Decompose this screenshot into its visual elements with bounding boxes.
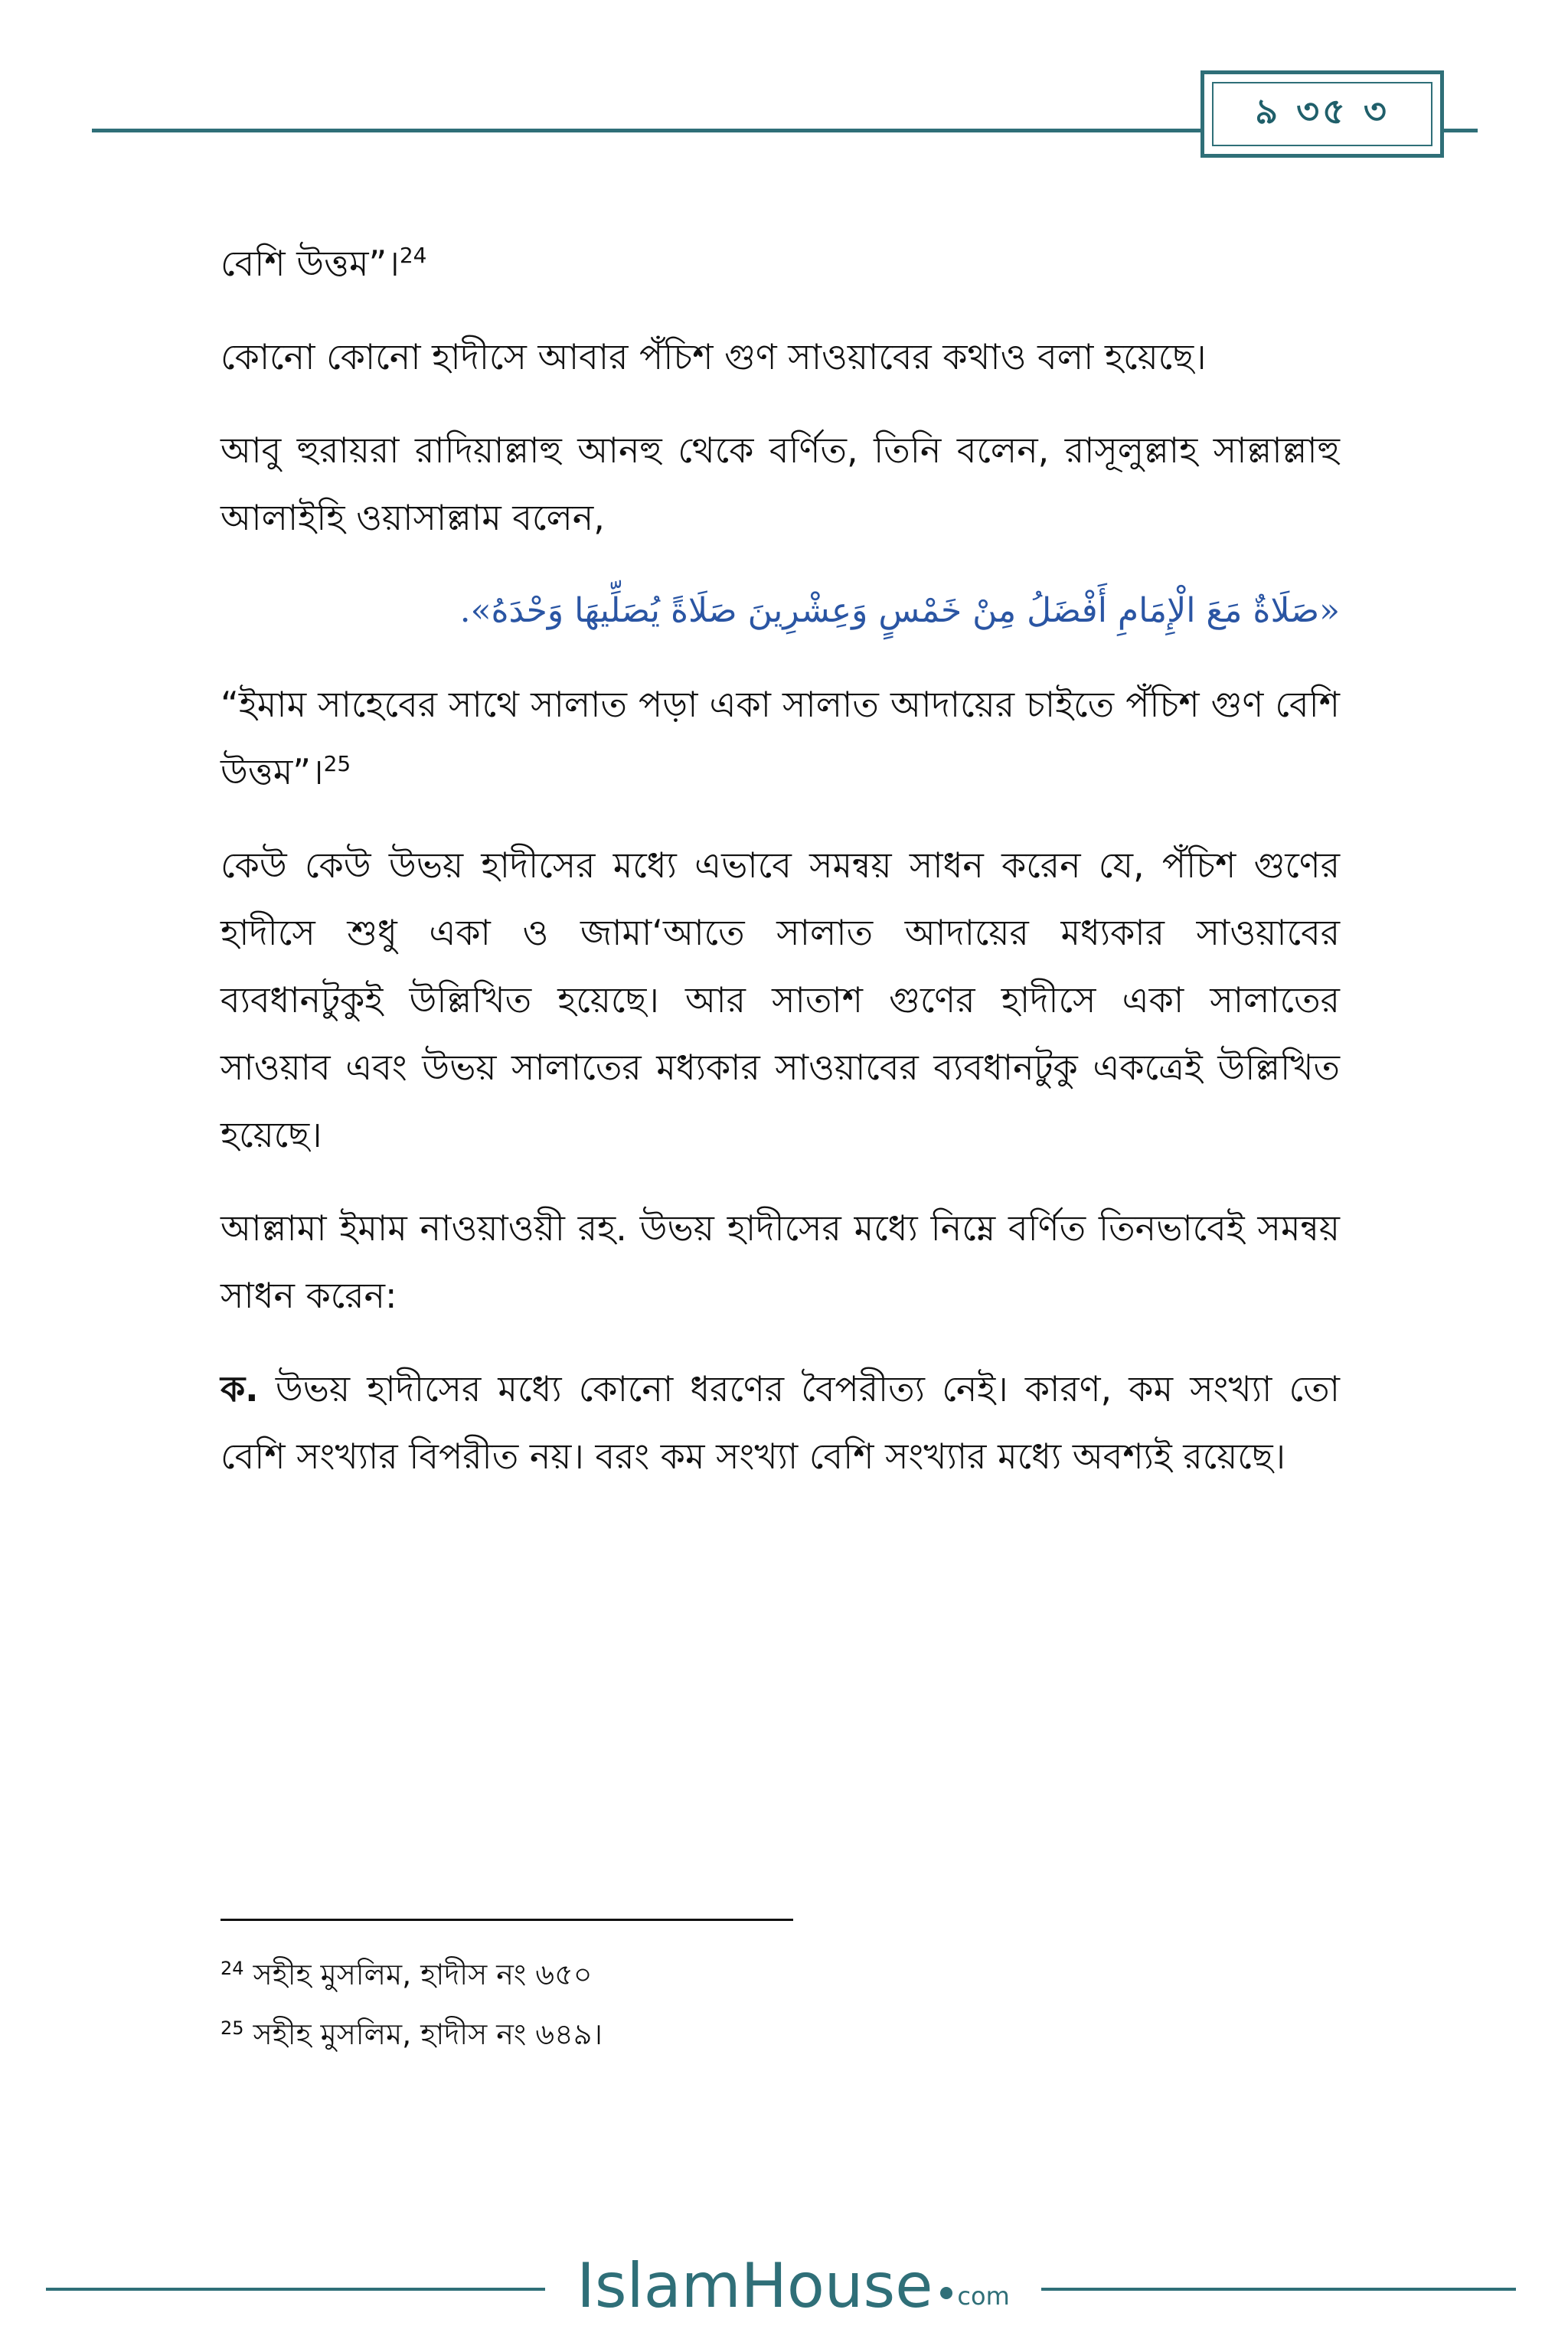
footnote-25	[220, 2004, 1292, 2064]
paragraph-2: কোনো কোনো হাদীসে আবার পঁচিশ গুণ সাওয়াবের কথাও বলা হয়েছে।	[220, 336, 1207, 377]
footer-rule-right	[1041, 2288, 1516, 2291]
footnotes	[220, 1945, 1292, 2064]
paragraph-4-text: “ইমাম সাহেবের সাথে সালাত পড়া একা সালাত আদায়ের চাইতে পঁচিশ গুণ বেশি উত্তম”।	[220, 684, 1340, 792]
paragraph-1	[220, 230, 1340, 297]
footer-rule-left	[46, 2288, 545, 2291]
footnote-text: সহীহ মুসলিম, হাদীস নং ৬৪৯।	[243, 2017, 603, 2051]
footnote-24	[220, 1945, 1292, 2004]
footnote-separator	[220, 1919, 793, 1921]
islamhouse-logo[interactable]	[545, 2243, 1041, 2328]
paragraph-7	[220, 1355, 1340, 1490]
page-body	[220, 230, 1340, 1516]
paragraph-3: আবু হুরায়রা রাদিয়াল্লাহু আনহু থেকে বর্ণিত, তিনি বলেন, রাসূলুল্লাহ সাল্লাল্লাহু আলাইহি ওয়াসাল্লাম বলেন,	[220, 430, 1340, 538]
paragraph-4	[220, 671, 1340, 805]
paragraph-1-text: বেশি উত্তম”।	[220, 243, 400, 284]
paragraph-7-text: উভয় হাদীসের মধ্যে কোনো ধরণের বৈপরীত্য নেই। কারণ, কম সংখ্যা তো বেশি সংখ্যার বিপরীত নয়। বরং কম সংখ্যা বেশি সংখ্যার মধ্যে অবশ্যই রয়েছে।	[220, 1368, 1340, 1477]
footnote-number: 24	[220, 1958, 244, 1979]
footnote-text: সহীহ মুসলিম, হাদীস নং ৬৫০	[243, 1958, 593, 1991]
paragraph-5: কেউ কেউ উভয় হাদীসের মধ্যে এভাবে সমন্বয় সাধন করেন যে, পঁচিশ গুণের হাদীসে শুধু একা ও জামা‘আতে সালাত আদায়ের মধ্যকার সাওয়াবের ব্যবধানটুকুই উল্লিখিত হয়েছে। আর সাতাশ গুণের হাদীসে একা সালাতের সাওয়াব এবং উভয় সালাতের মধ্যকার সাওয়াবের ব্যবধানটুকু একত্রেই উল্লিখিত হয়েছে।	[220, 844, 1340, 1155]
list-marker-ka: ক.	[220, 1368, 259, 1410]
paragraph-6: আল্লামা ইমাম নাওয়াওয়ী রহ. উভয় হাদীসের মধ্যে নিম্নে বর্ণিত তিনভাবেই সমন্বয় সাধন করেন:	[220, 1207, 1340, 1316]
footnote-ref-24[interactable]: 24	[399, 243, 427, 268]
logo-dot-icon	[940, 2287, 952, 2299]
logo-domain-suffix: com	[957, 2282, 1010, 2311]
footnote-number: 25	[220, 2017, 244, 2039]
page-number-badge	[1200, 70, 1444, 158]
footnote-ref-25[interactable]: 25	[323, 751, 351, 776]
page-number: ৯ ৩৫ ৩	[1255, 90, 1390, 132]
logo-wordmark: IslamHouse	[577, 2249, 933, 2321]
arabic-hadith-quote: «صَلَاةٌ مَعَ الْإِمَامِ أَفْضَلُ مِنْ خَمْسٍ وَعِشْرِينَ صَلَاةً يُصَلِّيهَا وَحْدَهُ».	[459, 591, 1340, 630]
